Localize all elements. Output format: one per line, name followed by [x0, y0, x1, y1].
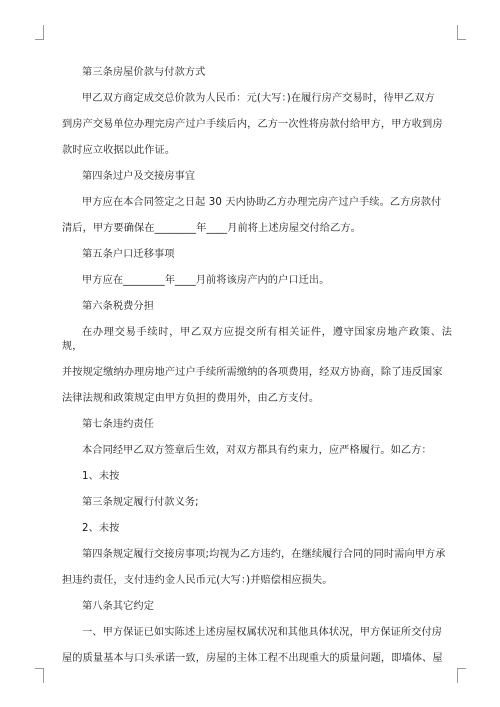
crop-mark-top-left	[35, 25, 44, 40]
paragraph-line: 第八条其它约定	[82, 601, 155, 612]
paragraph-line: 到房产交易单位办理完房产过户手续后内，乙方一次性将房款付给甲方，甲方收到房	[62, 119, 443, 130]
crop-mark-bottom-left	[35, 668, 44, 683]
paragraph	[62, 496, 452, 510]
paragraph-line: 屋的质量基本与口头承诺一致，房屋的主体工程不出现重大的质量问题，即墙体、屋	[62, 653, 443, 664]
paragraph-line: 甲方应在________年____月前将该房产内的户口迁出。	[82, 275, 330, 286]
paragraph	[62, 522, 452, 536]
paragraph-line: 第五条户口迁移事项	[82, 249, 175, 260]
paragraph-line: 第七条违约责任	[82, 419, 155, 430]
document-body	[62, 66, 452, 678]
crop-mark-top-right	[457, 25, 466, 40]
paragraph	[62, 300, 452, 314]
paragraph-line: 清后，甲方要确保在________年____月前将上述房屋交付给乙方。	[62, 223, 361, 234]
paragraph	[62, 92, 452, 158]
paragraph	[62, 600, 452, 614]
paragraph-line: 法律法规和政策规定由甲方负担的费用外，由乙方支付。	[62, 393, 320, 404]
paragraph-line: 第三条规定履行付款义务;	[82, 497, 199, 508]
paragraph-line: 第三条房屋价款与付款方式	[82, 67, 206, 78]
paragraph	[62, 196, 452, 236]
paragraph	[62, 248, 452, 262]
crop-mark-bottom-right	[457, 668, 466, 683]
paragraph-line: 甲乙双方商定成交总价款为人民币：元(大写：)在履行房产交易时，待甲乙双方	[82, 93, 435, 104]
paragraph-line: 款时应立收据以此作证。	[62, 145, 176, 156]
paragraph	[62, 274, 452, 288]
paragraph-line: 第四条过户及交接房事宜	[82, 171, 196, 182]
paragraph	[62, 626, 452, 666]
paragraph	[62, 66, 452, 80]
paragraph-line: 在办理交易手续时，甲乙双方应提交所有相关证件，遵守国家房地产政策、法规，	[62, 327, 452, 352]
paragraph-line: 一、甲方保证已如实陈述上述房屋权属状况和其他具体状况，甲方保证所交付房	[82, 627, 443, 638]
paragraph	[62, 170, 452, 184]
paragraph-line: 担违约责任，支付违约金人民币元(大写：)并赔偿相应损失。	[62, 575, 333, 586]
paragraph-line: 第四条规定履行交接房事项;均视为乙方违约，在继续履行合同的同时需向甲方承	[82, 549, 446, 560]
paragraph-line: 本合同经甲乙双方签章后生效，对双方都具有约束力，应严格履行。如乙方：	[82, 445, 432, 456]
paragraph-line: 2、未按	[82, 523, 120, 534]
paragraph-line: 甲方应在本合同签定之日起 30 天内协助乙方办理完房产过户手续。乙方房款付	[82, 197, 442, 208]
paragraph-line: 1、未按	[82, 471, 120, 482]
paragraph-line: 并按规定缴纳办理房地产过户手续所需缴纳的各项费用，经双方协商，除了违反国家	[62, 367, 443, 378]
paragraph	[62, 444, 452, 458]
paragraph	[62, 418, 452, 432]
paragraph	[62, 548, 452, 588]
paragraph	[62, 326, 452, 406]
paragraph-line: 第六条税费分担	[82, 301, 155, 312]
paragraph	[62, 470, 452, 484]
